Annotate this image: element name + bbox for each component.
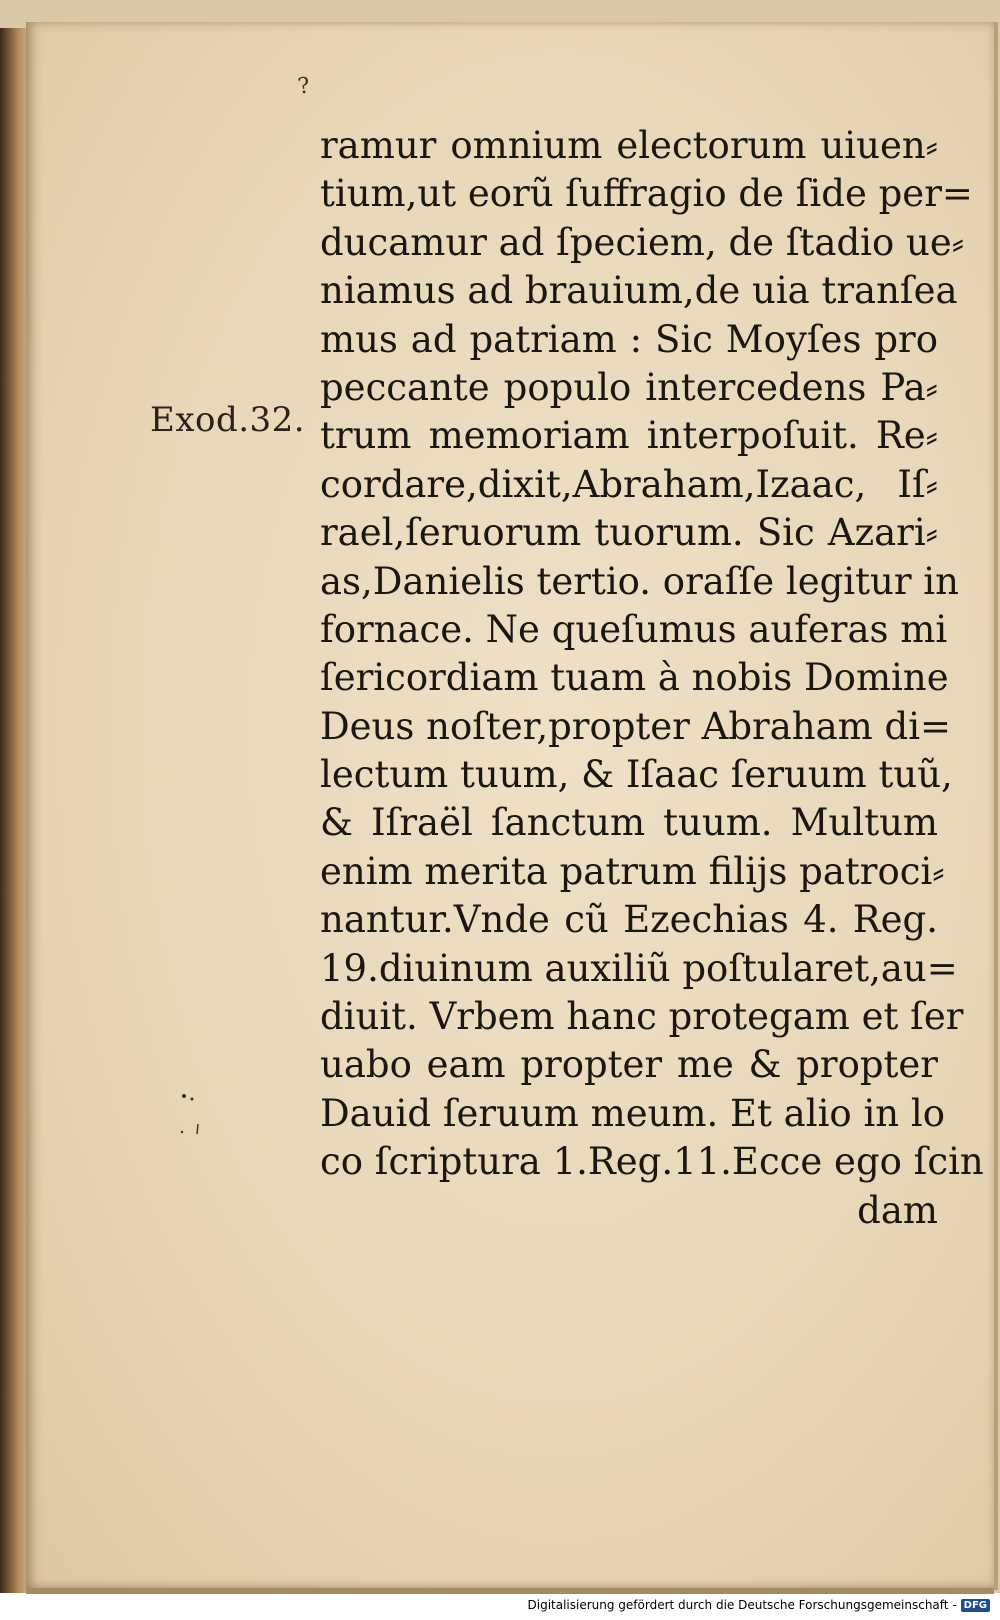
text-line: enim merita patrum filijs patroci⸗ xyxy=(320,849,945,893)
text-line: co ſcriptura 1.Reg.11.Ecce ego ſcin xyxy=(320,1140,984,1184)
text-line: ducamur ad ſpeciem, de ſtadio ue⸗ xyxy=(320,220,965,264)
signature-mark: ? xyxy=(296,73,312,100)
text-line: tium,ut eorũ ſuffragio de ſide per= xyxy=(320,172,973,216)
text-line: niamus ad brauium,de uia tranſea xyxy=(320,269,958,313)
text-line: lectum tuum, & Iſaac ſeruum tuũ, xyxy=(320,753,953,797)
page-edge xyxy=(26,1588,994,1594)
text-line: fornace. Ne queſumus auferas mi xyxy=(320,607,948,651)
text-line: & Iſraël ſanctum tuum. Multum xyxy=(320,801,938,845)
text-line: uabo eam propter me & propter xyxy=(320,1043,938,1087)
text-line: mus ad patriam : Sic Moyſes pro xyxy=(320,317,938,361)
text-line: peccante populo intercedens Pa⸗ xyxy=(320,365,938,409)
ink-specks xyxy=(176,1088,216,1148)
text-line: Dauid ſeruum meum. Et alio in lo xyxy=(320,1091,945,1135)
text-line: trum memoriam interpoſuit. Re⸗ xyxy=(320,414,938,458)
text-line: nantur.Vnde cũ Ezechias 4. Reg. xyxy=(320,898,938,942)
body-text xyxy=(320,122,984,1235)
text-line: dam xyxy=(857,1188,938,1232)
text-line: Deus noſter,propter Abraham di= xyxy=(320,704,952,748)
text-line: diuit. Vrbem hanc protegam et ſer xyxy=(320,995,964,1039)
text-line: ramur omnium electorum uiuen⸗ xyxy=(320,124,938,167)
text-line: rael,ſeruorum tuorum. Sic Azari⸗ xyxy=(320,511,938,555)
marginal-note: Exod.32. xyxy=(150,400,306,440)
text-line: ſericordiam tuam à nobis Domine xyxy=(320,656,949,700)
book-binding xyxy=(0,28,26,1593)
digitization-footer xyxy=(528,1598,991,1612)
text-line: 19.diuinum auxiliũ poſtularet,au= xyxy=(320,946,958,990)
dfg-logo: DFG xyxy=(961,1599,990,1612)
text-line: as,Danielis tertio. oraſſe legitur in xyxy=(320,559,959,603)
funding-credit: Digitalisierung gefördert durch die Deutsche Forschungsgemeinschaft - xyxy=(527,1598,957,1612)
text-line: cordare,dixit,Abraham,Izaac, Iſ⸗ xyxy=(320,462,938,506)
